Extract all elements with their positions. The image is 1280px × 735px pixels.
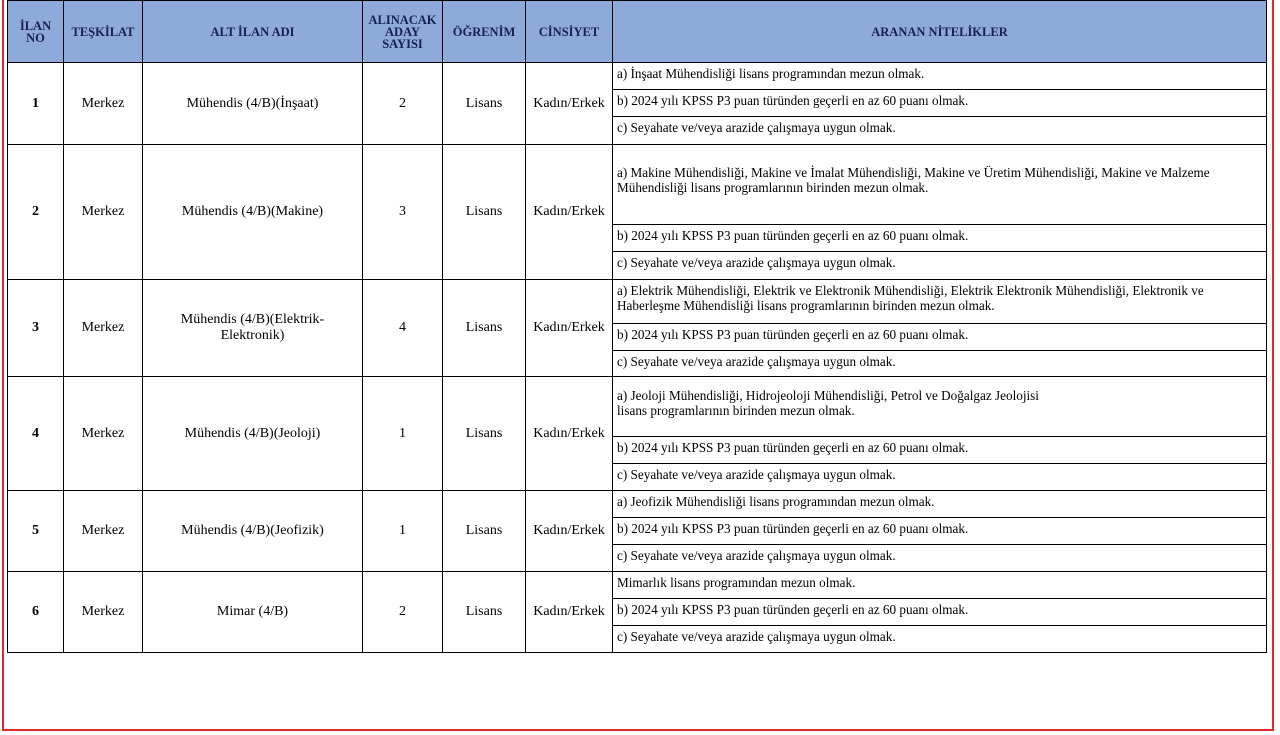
requirement-line: b) 2024 yılı KPSS P3 puan türünden geçerli en az 60 puanı olmak. [613,437,1266,464]
requirement-line: a) İnşaat Mühendisliği lisans programından mezun olmak. [613,63,1266,90]
teskilat-cell: Merkez [64,63,143,145]
nitelikler-cell [613,63,1267,145]
table-row [8,491,1267,572]
requirement-line: a) Makine Mühendisliği, Makine ve İmalat Mühendisliği, Makine ve Üretim Mühendisliği, Makine ve Malzeme Mühendisliği lisans programlarının birinden mezun olmak. [613,145,1266,225]
requirement-line: b) 2024 yılı KPSS P3 puan türünden geçerli en az 60 puanı olmak. [613,599,1266,626]
header-aday-sayisi: ALINACAK ADAY SAYISI [363,1,443,63]
cinsiyet-cell: Kadın/Erkek [526,572,613,653]
requirement-line: b) 2024 yılı KPSS P3 puan türünden geçerli en az 60 puanı olmak. [613,90,1266,117]
aday-sayisi-cell: 4 [363,280,443,377]
aday-sayisi-cell: 1 [363,377,443,491]
requirement-line: c) Seyahate ve/veya arazide çalışmaya uygun olmak. [617,354,896,369]
job-listing-table [7,0,1267,653]
aday-sayisi-cell: 1 [363,491,443,572]
alt-ilan-cell: Mühendis (4/B)(Elektrik-Elektronik) [143,280,363,377]
nitelikler-cell [613,491,1267,572]
requirement-line: c) Seyahate ve/veya arazide çalışmaya uygun olmak. [617,255,896,270]
ilan-no-cell: 2 [8,145,64,280]
header-ilan-no: İLAN NO [8,1,64,63]
requirement-line: b) 2024 yılı KPSS P3 puan türünden geçerli en az 60 puanı olmak. [613,518,1266,545]
ogrenim-cell: Lisans [443,280,526,377]
cinsiyet-cell: Kadın/Erkek [526,145,613,280]
requirement-line: b) 2024 yılı KPSS P3 puan türünden geçerli en az 60 puanı olmak. [613,324,1266,351]
cinsiyet-cell: Kadın/Erkek [526,491,613,572]
cinsiyet-cell: Kadın/Erkek [526,280,613,377]
nitelikler-cell [613,280,1267,377]
nitelikler-cell [613,377,1267,491]
requirement-line: a) Jeofizik Mühendisliği lisans programından mezun olmak. [613,491,1266,518]
header-nitelikler: ARANAN NİTELİKLER [613,1,1267,63]
alt-ilan-cell: Mimar (4/B) [143,572,363,653]
alt-ilan-cell: Mühendis (4/B)(Jeofizik) [143,491,363,572]
ogrenim-cell: Lisans [443,63,526,145]
requirement-line: a) Elektrik Mühendisliği, Elektrik ve Elektronik Mühendisliği, Elektrik Elektronik Mühendisliği, Elektronik ve Haberleşme Mühendisliği lisans programlarının birinden mezun olmak. [613,280,1266,324]
aday-sayisi-cell: 3 [363,145,443,280]
requirement-line: c) Seyahate ve/veya arazide çalışmaya uygun olmak. [617,120,896,135]
requirement-line: c) Seyahate ve/veya arazide çalışmaya uygun olmak. [617,467,896,482]
ogrenim-cell: Lisans [443,377,526,491]
header-row [8,1,1267,63]
aday-sayisi-cell: 2 [363,572,443,653]
nitelikler-cell [613,572,1267,653]
table-row [8,280,1267,377]
teskilat-cell: Merkez [64,572,143,653]
requirement-line: a) Jeoloji Mühendisliği, Hidrojeoloji Mühendisliği, Petrol ve Doğalgaz Jeolojisi lisans programlarının birinden mezun olmak. [613,377,1266,437]
nitelikler-cell [613,145,1267,280]
teskilat-cell: Merkez [64,280,143,377]
requirement-line: c) Seyahate ve/veya arazide çalışmaya uygun olmak. [617,548,896,563]
ilan-no-cell: 1 [8,63,64,145]
table-row [8,572,1267,653]
header-teskilat: TEŞKİLAT [64,1,143,63]
teskilat-cell: Merkez [64,491,143,572]
ilan-no-cell: 3 [8,280,64,377]
table-row [8,63,1267,145]
teskilat-cell: Merkez [64,377,143,491]
cinsiyet-cell: Kadın/Erkek [526,377,613,491]
ilan-no-cell: 6 [8,572,64,653]
header-cinsiyet: CİNSİYET [526,1,613,63]
header-ogrenim: ÖĞRENİM [443,1,526,63]
teskilat-cell: Merkez [64,145,143,280]
ogrenim-cell: Lisans [443,491,526,572]
requirement-line: Mimarlık lisans programından mezun olmak. [613,572,1266,599]
aday-sayisi-cell: 2 [363,63,443,145]
ilan-no-cell: 4 [8,377,64,491]
ilan-no-cell: 5 [8,491,64,572]
requirement-line: b) 2024 yılı KPSS P3 puan türünden geçerli en az 60 puanı olmak. [613,225,1266,252]
requirement-line: c) Seyahate ve/veya arazide çalışmaya uygun olmak. [617,629,896,644]
header-alt-ilan-adi: ALT İLAN ADI [143,1,363,63]
alt-ilan-cell: Mühendis (4/B)(İnşaat) [143,63,363,145]
table-row [8,145,1267,280]
table-row [8,377,1267,491]
cinsiyet-cell: Kadın/Erkek [526,63,613,145]
alt-ilan-cell: Mühendis (4/B)(Makine) [143,145,363,280]
ogrenim-cell: Lisans [443,145,526,280]
alt-ilan-cell: Mühendis (4/B)(Jeoloji) [143,377,363,491]
ogrenim-cell: Lisans [443,572,526,653]
